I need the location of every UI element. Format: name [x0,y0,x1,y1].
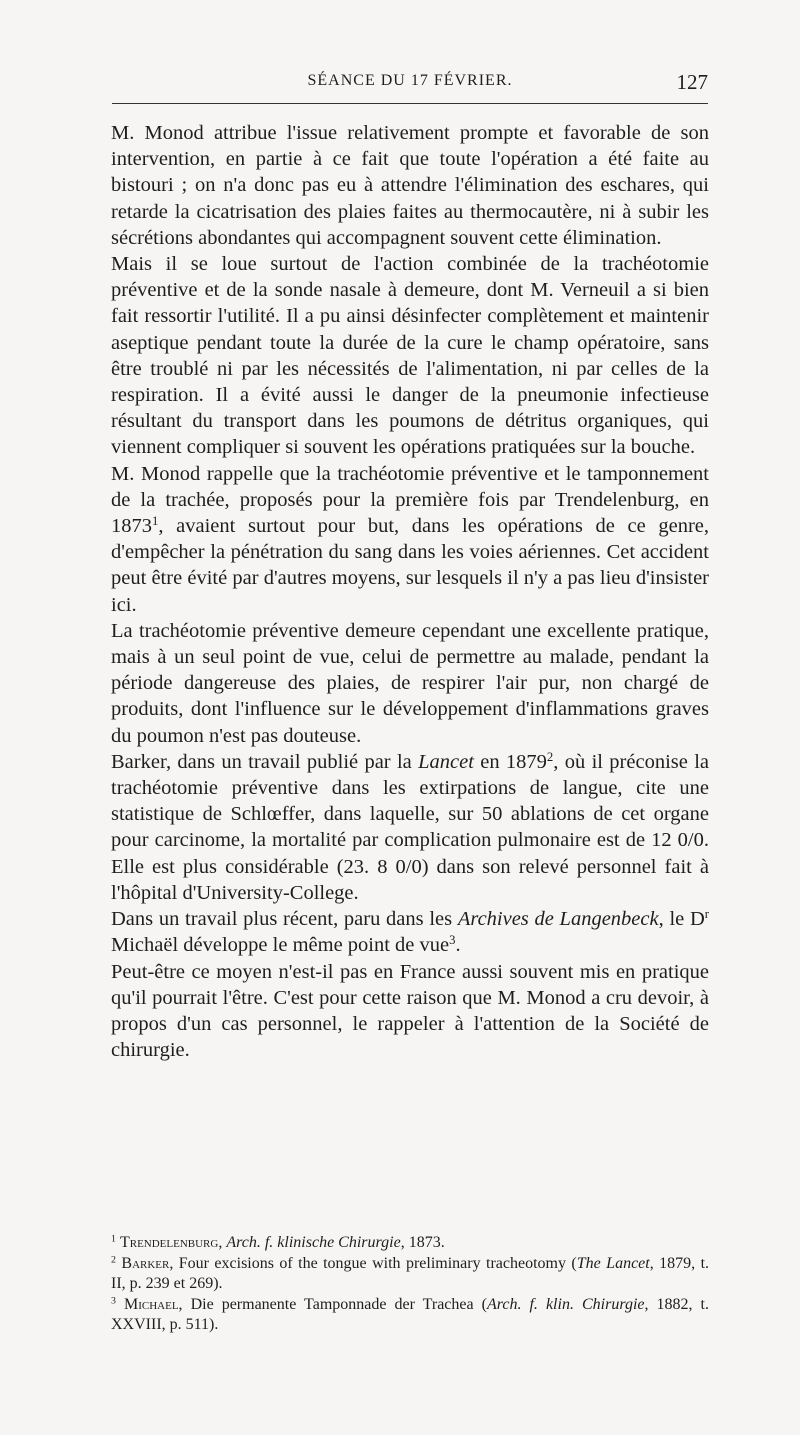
text-run: , le D [658,908,705,931]
footnotes [111,1233,709,1336]
text-run: , où il préconise la trachéotomie préventive dans les extirpations de langue, cite une statistique de Schlœffer, dans laquelle, sur 50 ablations de cet organe pour carcinome, la mortalité par complication pulmonaire est de 12 0/0. Elle est plus considérable (23. 8 0/0) dans son relevé personnel fait à l'hôpital d'University-College. [111,750,709,904]
author-name: Trendelenburg [119,1234,219,1251]
text-run: . [455,934,461,957]
text-run: Mais il se loue surtout de l'action combinée de la trachéotomie préventive et de la sonde nasale à demeure, dont M. Verneuil a si bien fait ressortir l'utilité. Il a pu ainsi désinfecter complètement et maintenir aseptique pendant toute la durée de la cure le champ opératoire, sans être troublé ni par les nécessités de l'alimentation, ni par celles de la respiration. Il a évité aussi le danger de la pneumonie infectieuse résultant du transport dans les poumons de détritus organiques, qui viennent compliquer si souvent les opérations pratiquées sur la bouche. [111,253,709,459]
superscript-ref: 2 [546,749,554,764]
footnote [111,1295,709,1336]
superscript-ref: 3 [111,1295,116,1307]
header-rule [112,103,708,104]
text-run: M. Monod rappelle que la trachéotomie préventive et le tamponnement de la trachée, proposés pour la première fois par Trendelenburg, en 1873 [111,462,709,538]
text-run: M. Monod attribue l'issue relativement prompte et favorable de son intervention, en partie à ce fait que toute l'opération a été faite au bistouri ; on n'a donc pas eu à attendre l'élimination des eschares, qui retarde la cicatrisation des plaies faites au thermocautère, ni à subir les sécrétions abondantes qui accompagnent souvent cette élimination. [111,122,709,249]
text-run [116,1296,124,1313]
paragraph [111,251,709,461]
superscript-ref: 3 [449,933,456,948]
text-run: , [218,1234,227,1251]
paragraph [111,618,709,749]
author-name: Barker [121,1254,170,1272]
text-run: en 1879 [473,750,547,773]
paragraph [111,959,709,1064]
footnote [111,1233,709,1254]
text-run: , Four excisions of the tongue with preliminary tracheotomy ( [169,1254,577,1272]
superscript-ref: 1 [111,1233,116,1245]
page-number: 127 [676,70,708,94]
text-run: Dans un travail plus récent, paru dans les [111,908,458,931]
running-title: SÉANCE DU 17 FÉVRIER. [307,72,513,89]
italic-text: Lancet [418,750,474,773]
paragraph [111,906,709,958]
text-run: , Die permanente Tamponnade der Trachea ( [178,1295,487,1313]
paragraph [111,120,709,251]
text-run: , 1879, t. II, p. 239 et 269). [111,1254,710,1292]
text-run: , 1873. [400,1234,445,1251]
superscript-ref: 2 [111,1254,116,1266]
italic-text: Arch. f. klin. Chirurgie [486,1295,645,1313]
text-run: Barker, dans un travail publié par la [111,750,419,773]
paragraph [111,461,709,618]
superscript-ref: r [704,907,709,922]
text-run: La trachéotomie préventive demeure cependant une excellente pratique, mais à un seul point de vue, celui de permettre au malade, pendant la période dangereuse des plaies, de respirer l'air pur, non chargé de produits, dont l'influence sur le développement d'inflammations graves du poumon n'est pas douteuse. [111,619,709,747]
italic-text: The Lancet [576,1254,650,1272]
italic-text: Arch. f. klinische Chirurgie [226,1234,401,1251]
author-name: Michael [123,1295,179,1313]
footnote [111,1254,709,1295]
body-text [111,120,709,1063]
running-head [112,72,708,98]
text-run: , avaient surtout pour but, dans les opérations de ce genre, d'empêcher la pénétration du sang dans les voies aériennes. Cet accident peut être évité par d'autres moyens, sur lesquels il n'y a pas lieu d'insister ici. [111,515,709,616]
superscript-ref: 1 [152,514,159,529]
paragraph [111,749,709,906]
text-run: Michaël développe le même point de vue [111,934,450,957]
text-run: Peut-être ce moyen n'est-il pas en France aussi souvent mis en pratique qu'il pourrait l'être. C'est pour cette raison que M. Monod a cru devoir, à propos d'un cas personnel, le rappeler à l'attention de la Société de chirurgie. [111,960,709,1062]
italic-text: Archives de Langenbeck [457,908,659,931]
text-run: , 1882, t. XXVIII, p. 511). [111,1295,709,1333]
